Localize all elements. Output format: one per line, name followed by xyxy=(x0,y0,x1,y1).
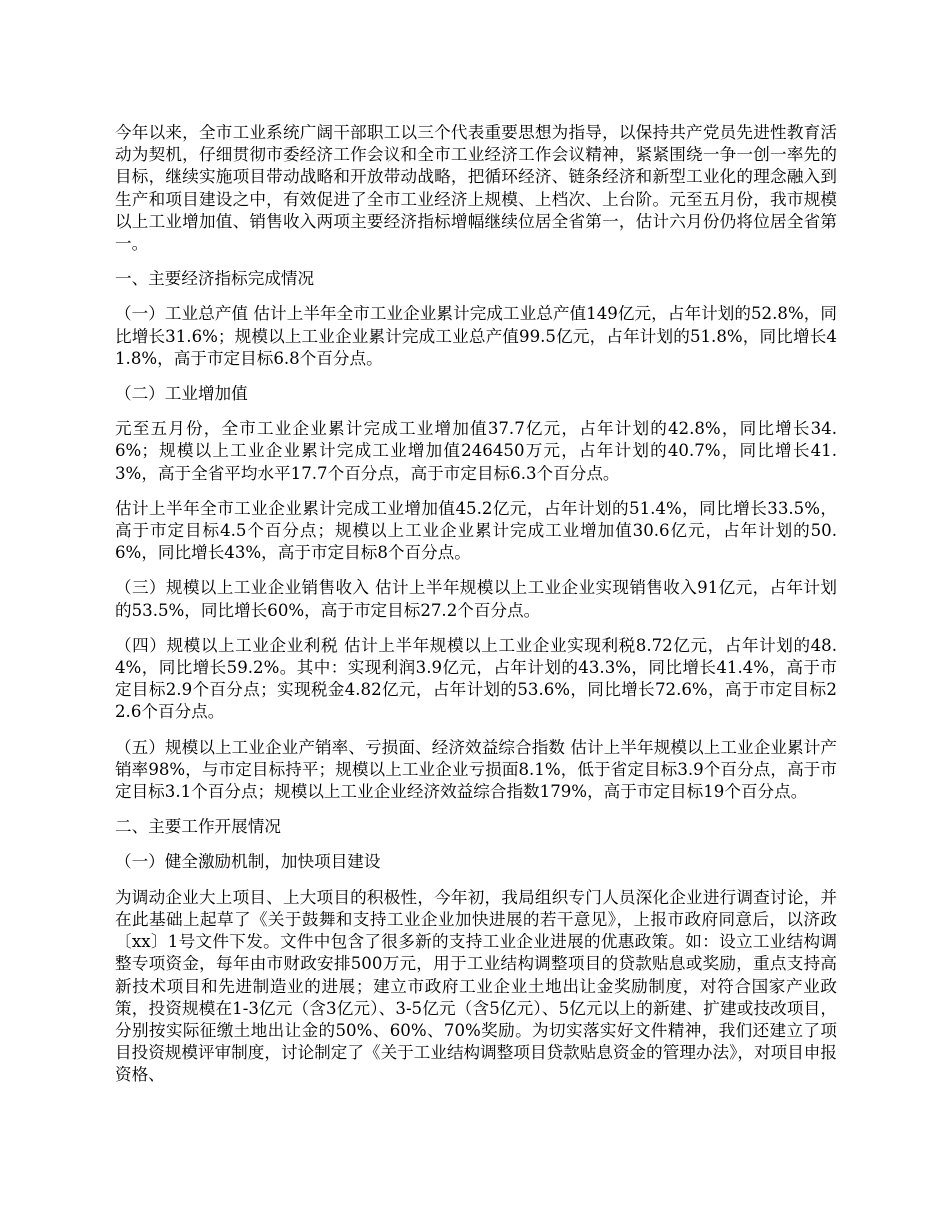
paragraph-efficiency-index: （五）规模以上工业企业产销率、亏损面、经济效益综合指数 估计上半年规模以上工业企业累计产销率98%，与市定目标持平；规模以上工业企业亏损面8.1%，低于省定目标3.9个百分点，高于市定目标3.1个百分点；规模以上工业企业经济效益综合指数179%，高于市定目标19个百分点。 xyxy=(115,737,837,802)
section-heading-work: 二、主要工作开展情况 xyxy=(115,817,281,837)
paragraph-incentives: 为调动企业大上项目、上大项目的积极性，今年初，我局组织专门人员深化企业进行调查讨论，并在此基础上起草了《关于鼓舞和支持工业企业加快进展的若干意见》，上报市政府同意后，以济政〔xx〕1号文件下发。文件中包含了很多新的支持工业企业进展的优惠政策。如：设立工业结构调整专项资金，每年由市财政安排500万元，用于工业结构调整项目的贷款贴息或奖励，重点支持高新技术项目和先进制造业的进展；建立市政府工业企业土地出让金奖励制度，对符合国家产业政策，投资规模在1-3亿元（含3亿元）、3-5亿元（含5亿元）、5亿元以上的新建、扩建或技改项目，分别按实际征缴土地出让金的50%、60%、70%奖励。为切实落实好文件精神，我们还建立了项目投资规模评审制度，讨论制定了《关于工业结构调整项目贷款贴息资金的管理办法》，对项目申报资格、 xyxy=(115,887,837,1085)
paragraph-value-added-h1: 估计上半年全市工业企业累计完成工业增加值45.2亿元，占年计划的51.4%，同比增长33.5%，高于市定目标4.5个百分点；规模以上工业企业累计完成工业增加值30.6亿元，占年计划的50.6%，同比增长43%，高于市定目标8个百分点。 xyxy=(115,498,837,563)
paragraph-value-added-jan-may: 元至五月份，全市工业企业累计完成工业增加值37.7亿元，占年计划的42.8%，同比增长34.6%；规模以上工业企业累计完成工业增加值246450万元，占年计划的40.7%，同比增长41.3%，高于全省平均水平17.7个百分点，高于市定目标6.3个百分点。 xyxy=(115,419,837,483)
subheading-incentives: （一）健全激励机制，加快项目建设 xyxy=(115,852,381,872)
document-body xyxy=(115,122,837,1100)
subheading-value-added: （二）工业增加值 xyxy=(115,384,248,404)
paragraph-gross-output: （一）工业总产值 估计上半年全市工业企业累计完成工业总产值149亿元，占年计划的52.8%，同比增长31.6%；规模以上工业企业累计完成工业总产值99.5亿元，占年计划的51.8%，同比增长41.8%，高于市定目标6.8个百分点。 xyxy=(115,304,837,368)
section-heading-indicators: 一、主要经济指标完成情况 xyxy=(115,269,315,289)
paragraph-sales-revenue: （三）规模以上工业企业销售收入 估计上半年规模以上工业企业实现销售收入91亿元，占年计划的53.5%，同比增长60%，高于市定目标27.2个百分点。 xyxy=(115,578,837,620)
paragraph-profit-tax: （四）规模以上工业企业利税 估计上半年规模以上工业企业实现利税8.72亿元，占年计划的48.4%，同比增长59.2%。其中：实现利润3.9亿元，占年计划的43.3%，同比增长41.4%，高于市定目标2.9个百分点；实现税金4.82亿元，占年计划的53.6%，同比增长72.6%，高于市定目标22.6个百分点。 xyxy=(115,635,837,722)
intro-paragraph: 今年以来，全市工业系统广阔干部职工以三个代表重要思想为指导，以保持共产党员先进性教育活动为契机，仔细贯彻市委经济工作会议和全市工业经济工作会议精神，紧紧围绕一争一创一率先的目标，继续实施项目带动战略和开放带动战略，把循环经济、链条经济和新型工业化的理念融入到生产和项目建设之中，有效促进了全市工业经济上规模、上档次、上台阶。元至五月份，我市规模以上工业增加值、销售收入两项主要经济指标增幅继续位居全省第一，估计六月份仍将位居全省第一。 xyxy=(115,123,837,254)
